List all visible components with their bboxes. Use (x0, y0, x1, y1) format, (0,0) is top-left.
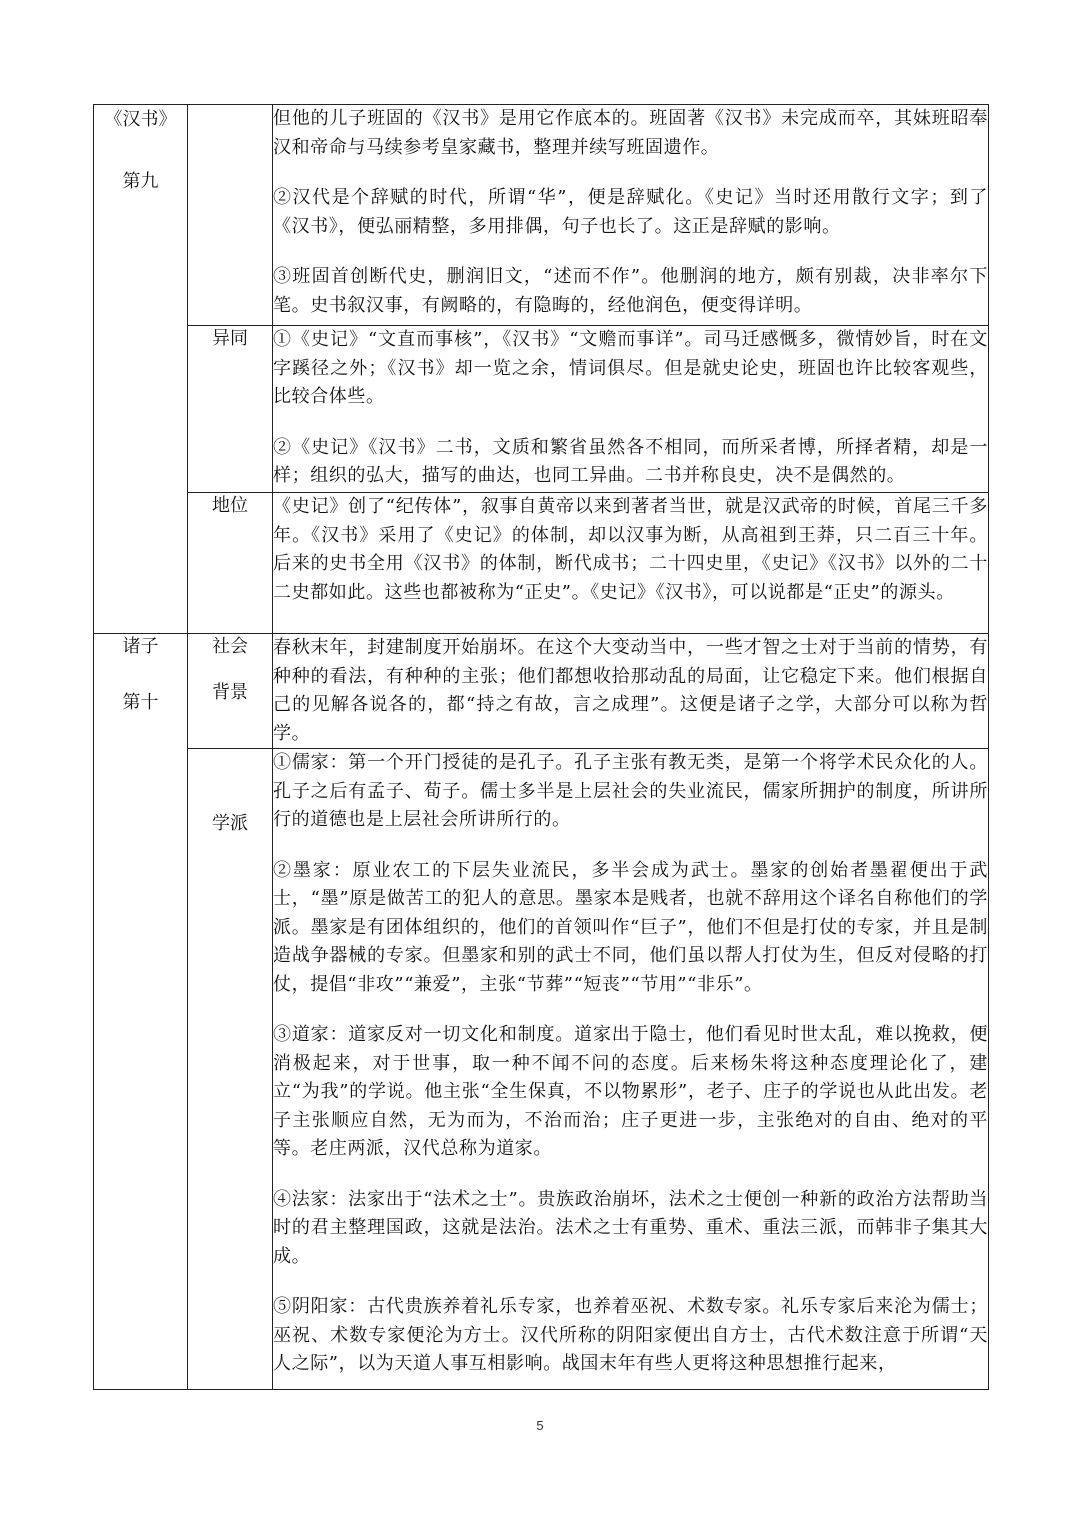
hanshu-title-cell (94, 105, 188, 634)
hanshu-intro-paragraph: ③班固首创断代史，删润旧文，“述而不作”。他删润的地方，颇有别裁，决非率尔下笔。史书叙汉事，有阙略的，有隐晦的，经他润色，便变得详明。 (273, 266, 988, 316)
school-paragraph-mohism: ②墨家：原业农工的下层失业流民，多半会成为武士。墨家的创始者墨翟便出于武士，“墨”原是做苦工的犯人的意思。墨家本是贱者，也就不辞用这个译名自称他们的学派。墨家是有团体组织的，他们的首领叫作“巨子”，他们不但是打仗的专家，并且是制造战争器械的专家。但墨家和别的武士不同，他们虽以帮人打仗为生，但反对侵略的打仗，提倡“非攻”“兼爱”，主张“节葬”“短丧”“节用”“非乐”。 (273, 859, 988, 995)
school-paragraph-confucianism: ①儒家：第一个开门授徒的是孔子。孔子主张有教无类，是第一个将学术民众化的人。孔子之后有孟子、荀子。儒士多半是上层社会的失业流民，儒家所拥护的制度，所讲所行的道德也是上层社会所讲所行的。 (273, 752, 988, 830)
notes-table (93, 104, 989, 1390)
school-paragraph-legalism: ④法家：法家出于“法术之士”。贵族政治崩坏，法术之士便创一种新的政治方法帮助当时的君主整理国政，这就是法治。法术之士有重势、重术、重法三派，而韩非子集其大成。 (273, 1188, 988, 1267)
yitong-label-cell (188, 326, 273, 493)
schools-content (273, 749, 989, 1390)
zhuzi-title-cell (94, 634, 188, 1390)
hanshu-chapter-label: 第九 (122, 171, 159, 192)
background-label-cell (188, 634, 273, 749)
diwei-row (94, 493, 989, 634)
diwei-label-cell (188, 493, 273, 634)
hanshu-intro-label-cell (188, 105, 273, 326)
background-label-line1: 社会 (212, 636, 248, 657)
yitong-content (273, 326, 989, 493)
hanshu-intro-paragraph: 但他的儿子班固的《汉书》是用它作底本的。班固著《汉书》未完成而卒，其妹班昭奉汉和帝命与马续参考皇家藏书，整理并续写班固遗作。 (273, 108, 988, 158)
background-label-line2: 背景 (212, 682, 248, 703)
schools-row (94, 749, 989, 1390)
schools-label: 学派 (212, 813, 248, 834)
diwei-content (273, 493, 989, 634)
background-content (273, 634, 989, 749)
yitong-row (94, 326, 989, 493)
diwei-label: 地位 (212, 495, 248, 516)
yitong-paragraph: ①《史记》“文直而事核”，《汉书》“文赡而事详”。司马迁感慨多，微情妙旨，时在文字蹊径之外；《汉书》却一览之余，情词俱尽。但是就史论史，班固也许比较客观些，比较合体些。 (273, 329, 988, 407)
school-paragraph-taoism: ③道家：道家反对一切文化和制度。道家出于隐士，他们看见时世太乱，难以挽救，便消极起来，对于世事，取一种不闻不问的态度。后来杨朱将这种态度理论化了，建立“为我”的学说。他主张“全生保真，不以物累形”，老子、庄子的学说也从此出发。老子主张顺应自然，无为而为，不治而治；庄子更进一步，主张绝对的自由、绝对的平等。老庄两派，汉代总称为道家。 (273, 1024, 988, 1159)
yitong-paragraph: ②《史记》《汉书》二书，文质和繁省虽然各不相同，而所采者博，所择者精，却是一样；组织的弘大，描写的曲达，也同工异曲。二书并称良史，决不是偶然的。 (273, 436, 988, 486)
hanshu-intro-row (94, 105, 989, 326)
yitong-label: 异同 (212, 328, 248, 349)
zhuzi-chapter-label: 第十 (122, 692, 159, 713)
diwei-paragraph: 《史记》创了“纪传体”，叙事自黄帝以来到著者当世，就是汉武帝的时候，首尾三千多年。《汉书》采用了《史记》的体制，却以汉事为断，从高祖到王莽，只二百三十年。后来的史书全用《汉书》的体制，断代成书；二十四史里，《史记》《汉书》以外的二十二史都如此。这些也都被称为“正史”。《史记》《汉书》，可以说都是“正史”的源头。 (273, 496, 988, 603)
zhuzi-title-label: 诸子 (122, 636, 159, 657)
schools-label-cell (188, 749, 273, 1390)
school-paragraph-yinyang: ⑤阴阳家：古代贵族养着礼乐专家，也养着巫祝、术数专家。礼乐专家后来沦为儒士；巫祝、术数专家便沦为方士。汉代所称的阴阳家便出自方士，古代术数注意于所谓“天人之际”，以为天道人事互相影响。战国末年有些人更将这种思想推行起来， (273, 1296, 988, 1374)
hanshu-intro-paragraph: ②汉代是个辞赋的时代，所谓“华”，便是辞赋化。《史记》当时还用散行文字；到了《汉书》，便弘丽精整，多用排偶，句子也长了。这正是辞赋的影响。 (273, 187, 988, 237)
background-paragraph: 春秋末年，封建制度开始崩坏。在这个大变动当中，一些才智之士对于当前的情势，有种种的看法，有种种的主张；他们都想收拾那动乱的局面，让它稳定下来。他们根据自己的见解各说各的，都“持之有故，言之成理”。这便是诸子之学，大部分可以称为哲学。 (273, 637, 988, 744)
page-number: 5 (536, 1418, 544, 1433)
background-row (94, 634, 989, 749)
hanshu-book-label: 《汉书》 (104, 109, 177, 130)
hanshu-intro-content (273, 105, 989, 326)
